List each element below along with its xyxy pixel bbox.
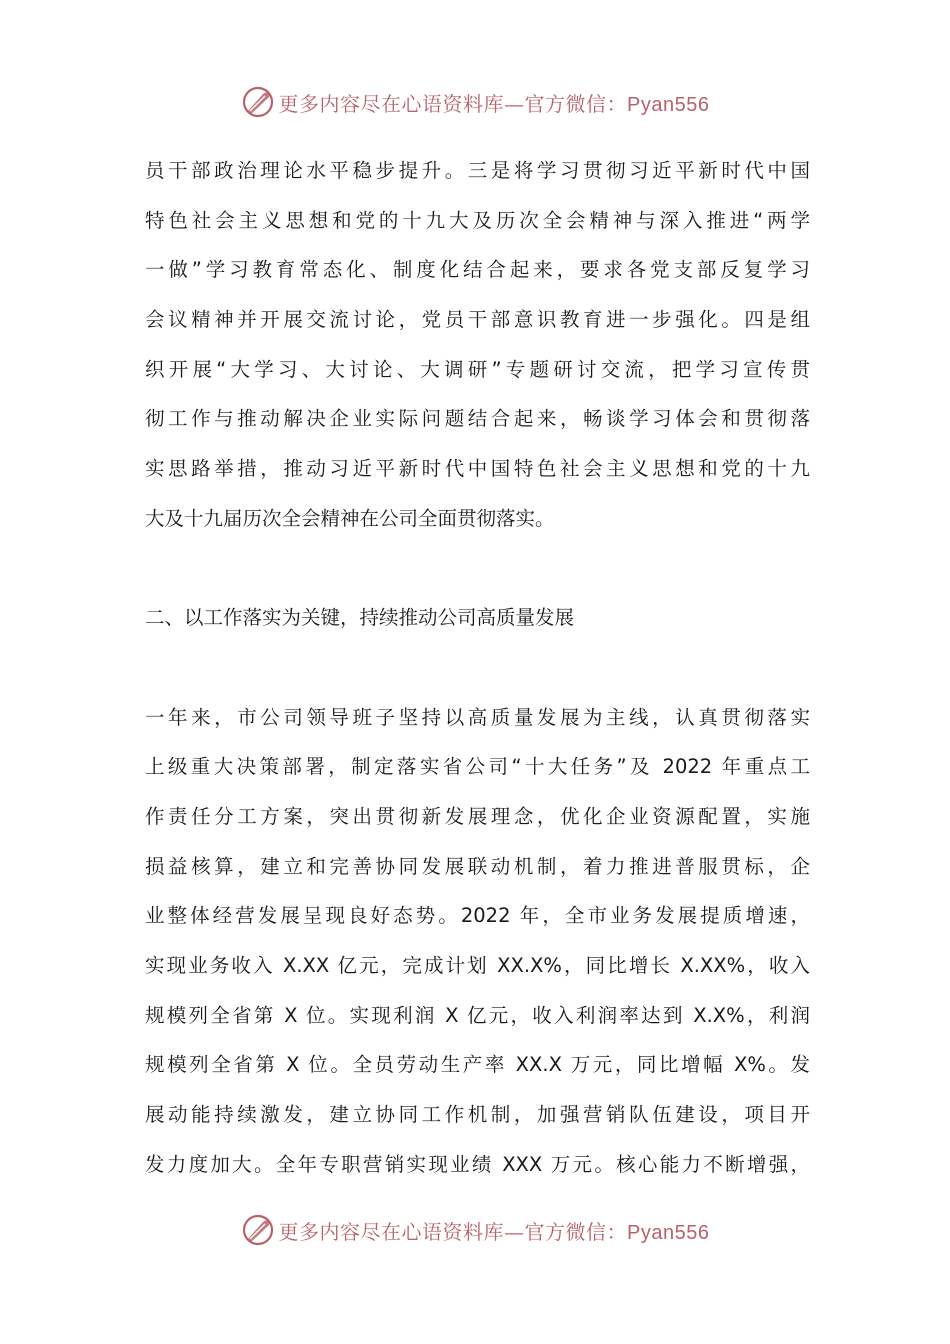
- text-line: 彻工作与推动解决企业实际问题结合起来，畅谈学习体会和贯彻落: [145, 407, 810, 431]
- text-line: 员干部政治理论水平稳步提升。三是将学习贯彻习近平新时代中国: [145, 159, 810, 182]
- section-heading: 二、以工作落实为关键，持续推动公司高质量发展: [145, 606, 575, 630]
- text-line: 展动能持续激发，建立协同工作机制，加强营销队伍建设，项目开: [145, 1103, 810, 1127]
- document-body: [145, 146, 810, 1189]
- banner-text: 更多内容尽在心语资料库—官方微信：Pyan556: [278, 1219, 710, 1244]
- text-line: 业整体经营发展呈现良好态势。2022 年，全市业务发展提质增速，: [145, 904, 810, 928]
- text-line: 织开展“大学习、大讨论、大调研”专题研讨交流，把学习宣传贯: [145, 357, 810, 381]
- spacer: [145, 544, 810, 594]
- wechat-id: Pyan556: [627, 1221, 710, 1244]
- pen-nib-logo-icon: [241, 85, 275, 119]
- text-line: 上级重大决策部署，制定落实省公司“十大任务”及 2022 年重点工: [145, 755, 810, 779]
- paragraph: [145, 693, 810, 1190]
- text-line: 特色社会主义思想和党的十九大及历次全会精神与深入推进“两学: [145, 208, 810, 232]
- text-line: 发力度加大。全年专职营销实现业绩 XXX 万元。核心能力不断增强，: [145, 1152, 810, 1176]
- banner-text: 更多内容尽在心语资料库—官方微信：Pyan556: [278, 91, 710, 116]
- pen-nib-logo-icon: [241, 1213, 275, 1247]
- wechat-id: Pyan556: [627, 93, 710, 116]
- text-line: 实思路举措，推动习近平新时代中国特色社会主义思想和党的十九: [145, 457, 810, 481]
- text-line: 实现业务收入 X.XX 亿元，完成计划 XX.X%，同比增长 X.XX%，收入: [145, 954, 810, 977]
- text-line: 一做”学习教育常态化、制度化结合起来，要求各党支部反复学习: [145, 258, 810, 282]
- spacer: [145, 643, 810, 693]
- header-banner: [0, 80, 950, 124]
- text-line: 大及十九届历次全会精神在公司全面贯彻落实。: [145, 506, 555, 530]
- text-line: 规模列全省第 X 位。全员劳动生产率 XX.X 万元，同比增幅 X%。发: [145, 1053, 810, 1077]
- text-line: 一年来，市公司领导班子坚持以高质量发展为主线，认真贯彻落实: [145, 705, 810, 729]
- footer-banner: [0, 1208, 950, 1252]
- text-line: 损益核算，建立和完善协同发展联动机制，着力推进普服贯标，企: [145, 854, 810, 878]
- paragraph: [145, 146, 810, 544]
- text-line: 会议精神并开展交流讨论，党员干部意识教育进一步强化。四是组: [145, 308, 810, 332]
- text-line: 规模列全省第 X 位。实现利润 X 亿元，收入利润率达到 X.X%，利润: [145, 1003, 810, 1027]
- text-line: 作责任分工方案，突出贯彻新发展理念，优化企业资源配置，实施: [145, 804, 810, 828]
